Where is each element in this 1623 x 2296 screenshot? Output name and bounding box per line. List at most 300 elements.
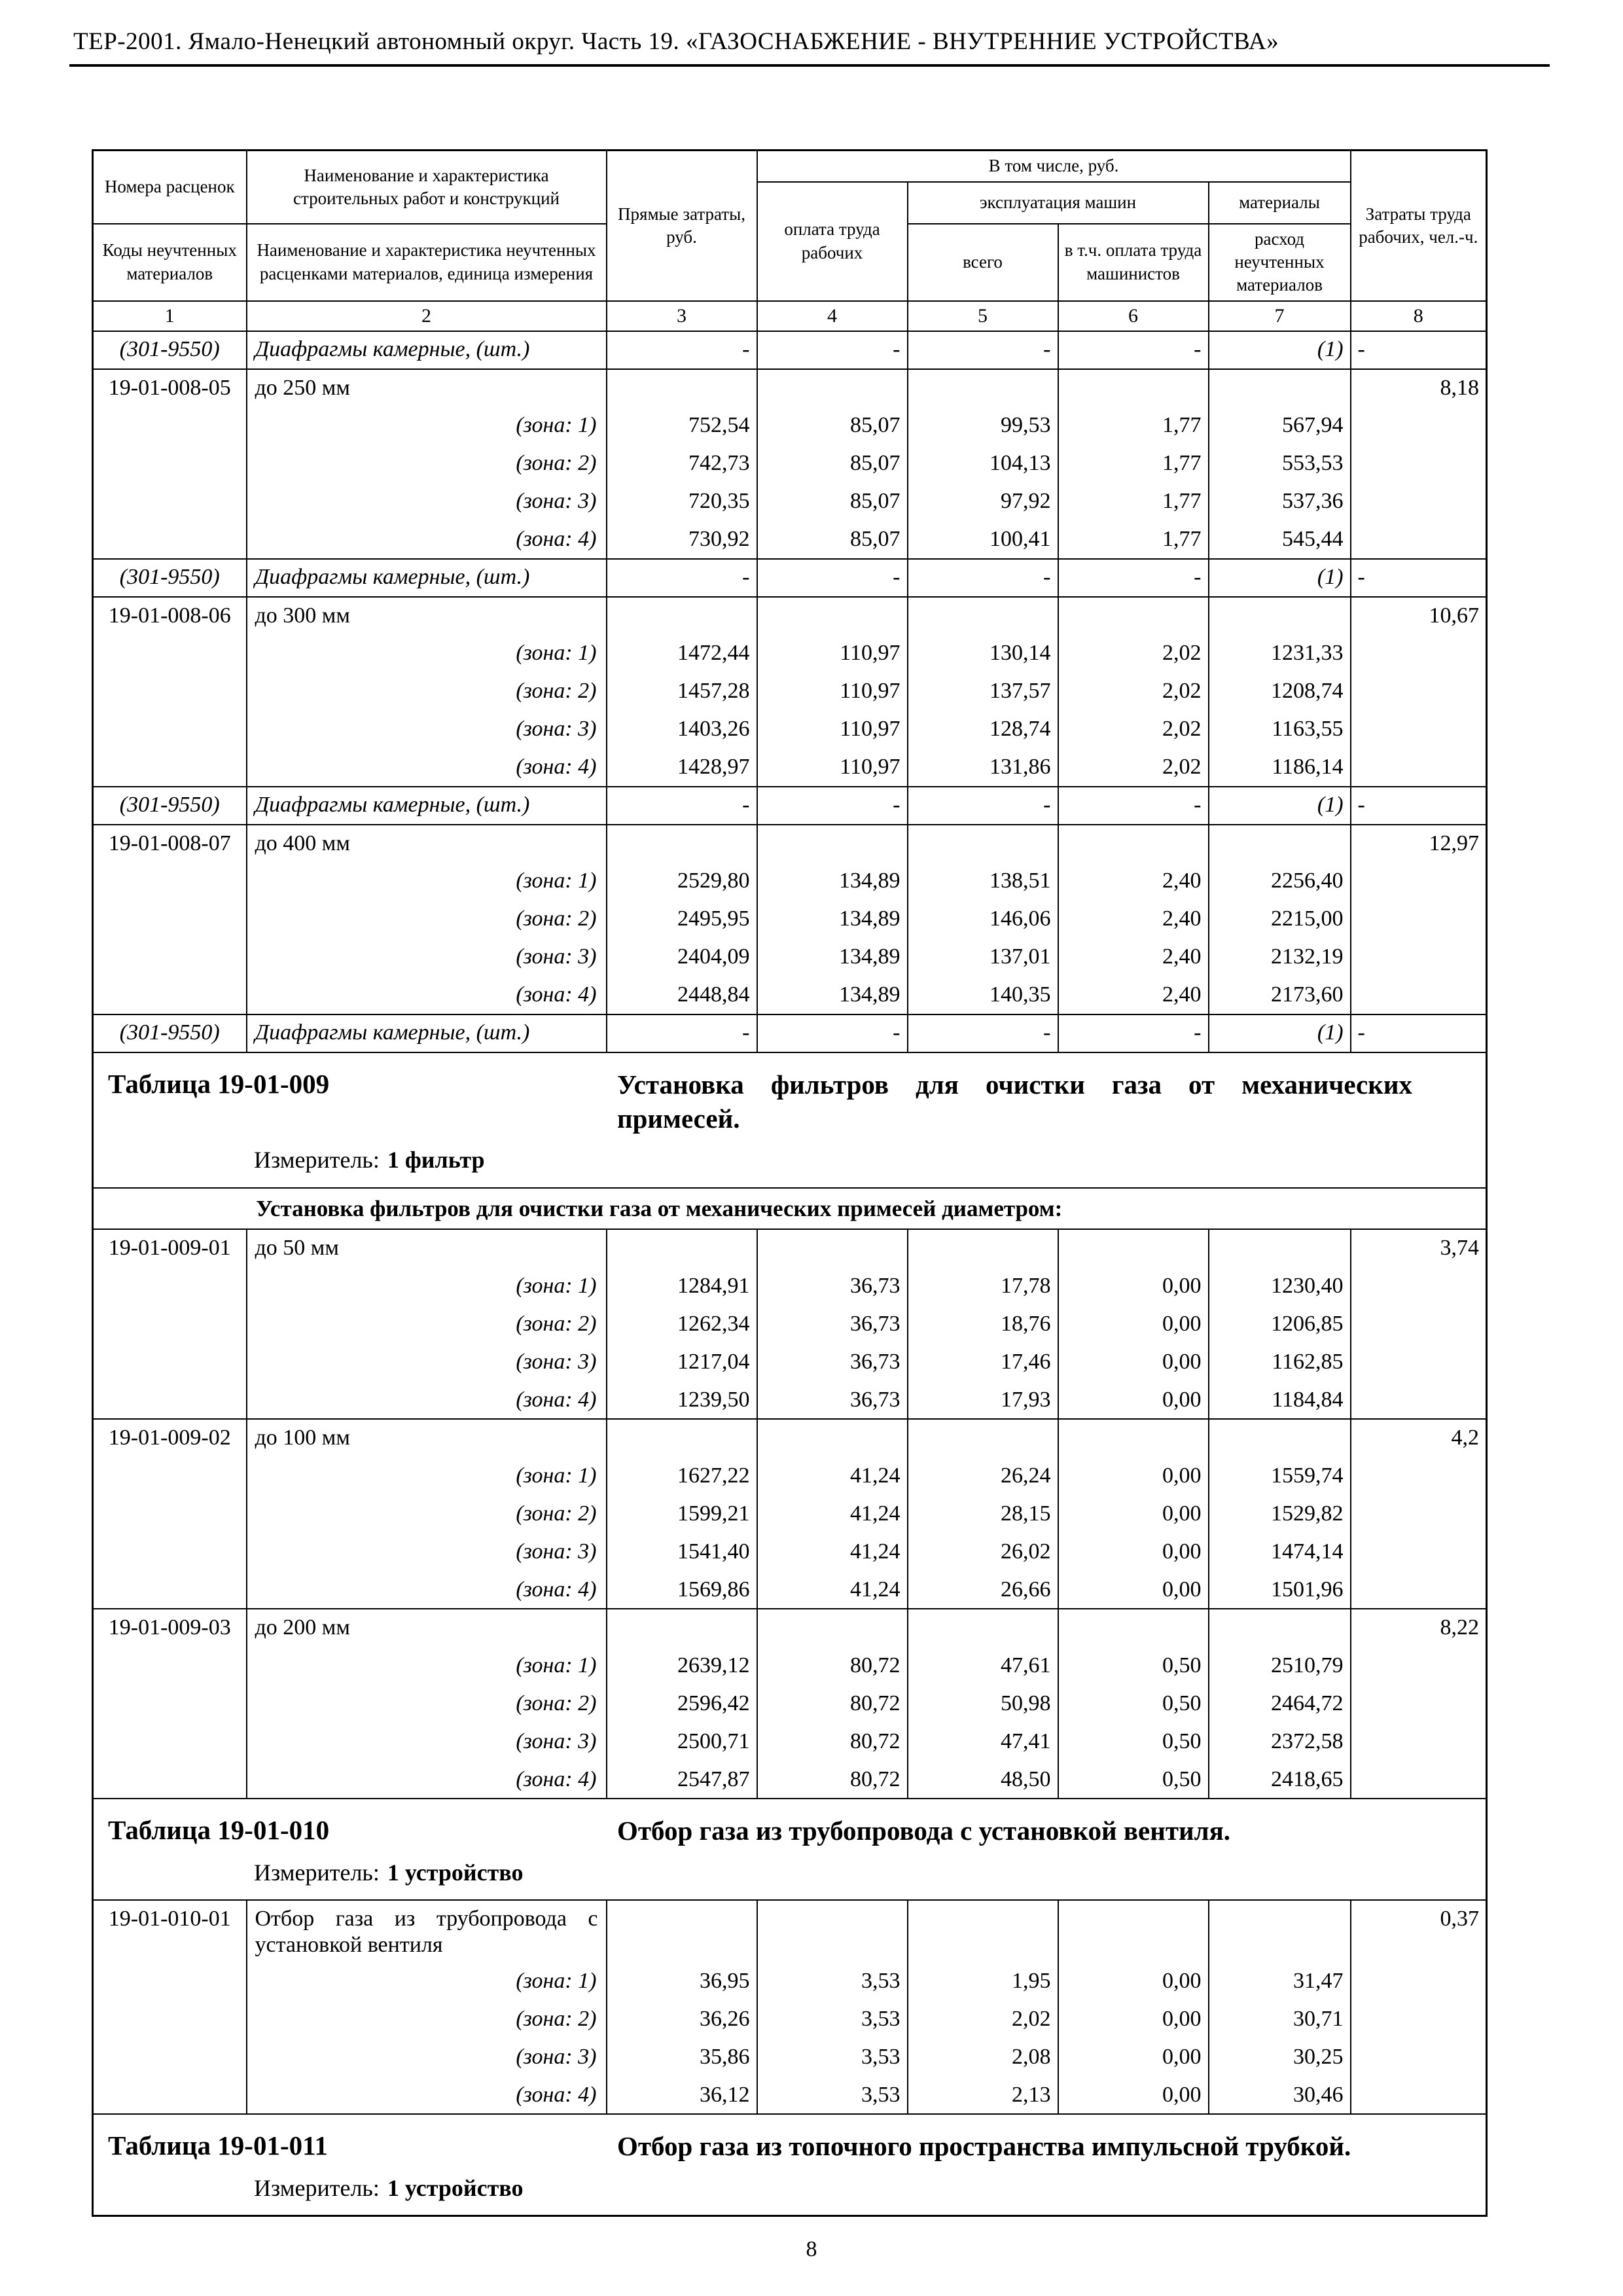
cell-value: 110,97 xyxy=(757,711,908,749)
cell-empty xyxy=(93,1571,247,1609)
cell-value: 0,00 xyxy=(1058,1343,1209,1381)
cell-empty xyxy=(93,521,247,559)
section-block xyxy=(93,1799,1487,1900)
cell-empty xyxy=(607,1229,757,1267)
cell-empty xyxy=(1351,977,1487,1014)
column-number: 2 xyxy=(247,301,607,331)
cell-value: 47,61 xyxy=(908,1647,1058,1685)
cell-zone-label: (зона: 3) xyxy=(247,1343,607,1381)
cell-zone-label: (зона: 2) xyxy=(247,1685,607,1723)
table-row-zone xyxy=(93,901,1487,939)
cell-value: 752,54 xyxy=(607,407,757,445)
page-number: 8 xyxy=(806,2237,817,2261)
cell-empty xyxy=(93,1962,247,2000)
cell-empty xyxy=(1209,1229,1351,1267)
cell-empty xyxy=(93,635,247,673)
cell-value: 742,73 xyxy=(607,445,757,483)
cell-empty xyxy=(908,369,1058,407)
cell-value: 2529,80 xyxy=(607,863,757,901)
cell-empty xyxy=(607,1609,757,1647)
cell-rate-name: до 400 мм xyxy=(247,825,607,863)
cell-rate-code: 19-01-008-06 xyxy=(93,597,247,635)
cell-value: 99,53 xyxy=(908,407,1058,445)
cell-empty xyxy=(1058,1609,1209,1647)
col-header-machines-total: всего xyxy=(908,224,1058,301)
cell-value: 1162,85 xyxy=(1209,1343,1351,1381)
cell-zone-label: (зона: 4) xyxy=(247,1381,607,1419)
table-row-zone xyxy=(93,1343,1487,1381)
cell-empty xyxy=(1351,1647,1487,1685)
table-row-zone xyxy=(93,1495,1487,1533)
cell-empty xyxy=(93,673,247,711)
cell-zone-label: (зона: 1) xyxy=(247,1457,607,1495)
column-number: 5 xyxy=(908,301,1058,331)
cell-value: - xyxy=(908,559,1058,597)
cell-zone-label: (зона: 3) xyxy=(247,1533,607,1571)
cell-material-code: (301-9550) xyxy=(93,331,247,369)
cell-value: 85,07 xyxy=(757,483,908,521)
cell-empty xyxy=(93,939,247,977)
cell-value: 1627,22 xyxy=(607,1457,757,1495)
cell-empty xyxy=(908,1609,1058,1647)
cell-zone-label: (зона: 3) xyxy=(247,711,607,749)
cell-value: (1) xyxy=(1209,559,1351,597)
table-row-section xyxy=(93,1052,1487,1188)
cell-value: 1541,40 xyxy=(607,1533,757,1571)
cell-value: 0,00 xyxy=(1058,1267,1209,1305)
table-row-zone xyxy=(93,1723,1487,1761)
cell-empty xyxy=(1351,445,1487,483)
cell-value: 2256,40 xyxy=(1209,863,1351,901)
table-row-zone xyxy=(93,1647,1487,1685)
cell-value: 36,73 xyxy=(757,1381,908,1419)
cell-value: 0,50 xyxy=(1058,1761,1209,1799)
meter-value: 1 устройство xyxy=(387,1859,524,1886)
cell-value: 97,92 xyxy=(908,483,1058,521)
cell-empty xyxy=(93,483,247,521)
cell-empty xyxy=(908,1900,1058,1962)
cell-empty xyxy=(1351,939,1487,977)
cell-value: 1208,74 xyxy=(1209,673,1351,711)
section-title: Отбор газа из топочного пространства импульсной трубкой. xyxy=(617,2131,1351,2162)
cell-empty xyxy=(1351,2000,1487,2038)
cell-value: 1428,97 xyxy=(607,749,757,787)
cell-value: 0,00 xyxy=(1058,2038,1209,2076)
cell-zone-label: (зона: 1) xyxy=(247,1647,607,1685)
cell-value: 36,95 xyxy=(607,1962,757,2000)
cell-value: 2,13 xyxy=(908,2076,1058,2114)
cell-value: 80,72 xyxy=(757,1723,908,1761)
cell-value: 1403,26 xyxy=(607,711,757,749)
section-title: Установка фильтров для очистки газа от механических примесей. xyxy=(617,1069,1412,1134)
cell-empty xyxy=(607,1900,757,1962)
table-row-zone xyxy=(93,1962,1487,2000)
cell-empty xyxy=(1351,863,1487,901)
cell-value: 1,77 xyxy=(1058,407,1209,445)
cell-value: 36,26 xyxy=(607,2000,757,2038)
cell-value: 2495,95 xyxy=(607,901,757,939)
cell-rate-code: 19-01-009-02 xyxy=(93,1419,247,1457)
table-row-zone xyxy=(93,2000,1487,2038)
cell-value: 30,71 xyxy=(1209,2000,1351,2038)
cell-value: - xyxy=(908,331,1058,369)
cell-value: 35,86 xyxy=(607,2038,757,2076)
cell-empty xyxy=(1209,597,1351,635)
cell-value: 18,76 xyxy=(908,1305,1058,1343)
cell-material-code: (301-9550) xyxy=(93,1014,247,1052)
cell-empty xyxy=(93,2000,247,2038)
cell-value: 2,02 xyxy=(1058,749,1209,787)
cell-empty xyxy=(93,1761,247,1799)
section-heading xyxy=(94,2129,1486,2163)
cell-value: - xyxy=(607,1014,757,1052)
cell-empty xyxy=(757,369,908,407)
cell-value: 1559,74 xyxy=(1209,1457,1351,1495)
cell-value: - xyxy=(908,787,1058,825)
cell-empty xyxy=(1351,483,1487,521)
cell-value: - xyxy=(607,331,757,369)
cell-value: 1163,55 xyxy=(1209,711,1351,749)
cell-labor: - xyxy=(1351,331,1487,369)
table-row-rate xyxy=(93,1900,1487,1962)
col-header-materials-group: материалы xyxy=(1209,182,1351,224)
cell-value: 0,00 xyxy=(1058,2076,1209,2114)
rates-table-container xyxy=(92,149,1486,2217)
col-header-work-name: Наименование и характеристика строительных работ и конструкций xyxy=(247,151,607,224)
cell-value: 553,53 xyxy=(1209,445,1351,483)
table-row-zone xyxy=(93,445,1487,483)
cell-material-name: Диафрагмы камерные, (шт.) xyxy=(247,559,607,597)
cell-value: 3,53 xyxy=(757,1962,908,2000)
cell-value: (1) xyxy=(1209,331,1351,369)
cell-labor: - xyxy=(1351,1014,1487,1052)
cell-value: 80,72 xyxy=(757,1685,908,1723)
section-meter xyxy=(254,1859,1486,1886)
cell-value: 2,02 xyxy=(1058,711,1209,749)
cell-value: 1472,44 xyxy=(607,635,757,673)
cell-empty xyxy=(1351,1533,1487,1571)
cell-rate-name: до 250 мм xyxy=(247,369,607,407)
cell-material-name: Диафрагмы камерные, (шт.) xyxy=(247,331,607,369)
cell-value: 36,73 xyxy=(757,1267,908,1305)
cell-zone-label: (зона: 2) xyxy=(247,1495,607,1533)
cell-value: 2464,72 xyxy=(1209,1685,1351,1723)
cell-value: 0,00 xyxy=(1058,1495,1209,1533)
cell-empty xyxy=(93,2038,247,2076)
cell-zone-label: (зона: 1) xyxy=(247,1267,607,1305)
cell-empty xyxy=(1351,635,1487,673)
cell-labor: 4,2 xyxy=(1351,1419,1487,1457)
section-heading xyxy=(94,1814,1486,1848)
table-row-zone xyxy=(93,1761,1487,1799)
cell-zone-label: (зона: 2) xyxy=(247,901,607,939)
cell-zone-label: (зона: 4) xyxy=(247,1761,607,1799)
cell-value: 47,41 xyxy=(908,1723,1058,1761)
cell-value: 545,44 xyxy=(1209,521,1351,559)
cell-rate-code: 19-01-010-01 xyxy=(93,1900,247,1962)
column-number: 8 xyxy=(1351,301,1487,331)
cell-value: 85,07 xyxy=(757,445,908,483)
cell-value: 134,89 xyxy=(757,939,908,977)
cell-value: 0,00 xyxy=(1058,1381,1209,1419)
cell-value: 26,24 xyxy=(908,1457,1058,1495)
cell-value: 110,97 xyxy=(757,749,908,787)
cell-empty xyxy=(93,977,247,1014)
cell-value: 80,72 xyxy=(757,1647,908,1685)
cell-labor: 0,37 xyxy=(1351,1900,1487,1962)
cell-value: 2500,71 xyxy=(607,1723,757,1761)
cell-labor: 8,22 xyxy=(1351,1609,1487,1647)
column-number: 4 xyxy=(757,301,908,331)
cell-value: 130,14 xyxy=(908,635,1058,673)
cell-zone-label: (зона: 3) xyxy=(247,1723,607,1761)
cell-value: 3,53 xyxy=(757,2038,908,2076)
header-rule xyxy=(69,64,1550,67)
cell-value: 146,06 xyxy=(908,901,1058,939)
cell-value: 0,00 xyxy=(1058,1571,1209,1609)
cell-value: 2215,00 xyxy=(1209,901,1351,939)
cell-value: 131,86 xyxy=(908,749,1058,787)
cell-empty xyxy=(93,1267,247,1305)
cell-value: 537,36 xyxy=(1209,483,1351,521)
cell-value: 1239,50 xyxy=(607,1381,757,1419)
cell-value: 1217,04 xyxy=(607,1343,757,1381)
table-row-section xyxy=(93,2114,1487,2215)
table-row-zone xyxy=(93,521,1487,559)
cell-value: - xyxy=(757,1014,908,1052)
cell-zone-label: (зона: 1) xyxy=(247,407,607,445)
cell-empty xyxy=(93,407,247,445)
cell-rate-name: до 50 мм xyxy=(247,1229,607,1267)
cell-empty xyxy=(93,711,247,749)
cell-value: 2,40 xyxy=(1058,901,1209,939)
cell-value: 104,13 xyxy=(908,445,1058,483)
meter-label: Измеритель: xyxy=(254,2174,380,2201)
cell-empty xyxy=(1351,2038,1487,2076)
col-header-labor-costs: Затраты труда рабочих, чел.-ч. xyxy=(1351,151,1487,301)
cell-value: 48,50 xyxy=(908,1761,1058,1799)
cell-empty xyxy=(1058,597,1209,635)
cell-value: 30,25 xyxy=(1209,2038,1351,2076)
cell-empty xyxy=(1351,1305,1487,1343)
cell-rate-name: до 300 мм xyxy=(247,597,607,635)
cell-value: 2,02 xyxy=(1058,635,1209,673)
header-row-column-numbers xyxy=(93,301,1487,331)
cell-value: - xyxy=(1058,559,1209,597)
cell-labor: 10,67 xyxy=(1351,597,1487,635)
cell-value: 2418,65 xyxy=(1209,1761,1351,1799)
col-header-operator-wages: в т.ч. оплата труда машинистов xyxy=(1058,224,1209,301)
cell-empty xyxy=(757,1900,908,1962)
cell-zone-label: (зона: 4) xyxy=(247,749,607,787)
cell-value: - xyxy=(757,787,908,825)
rates-table xyxy=(92,149,1488,2217)
cell-value: 110,97 xyxy=(757,673,908,711)
table-row-zone xyxy=(93,939,1487,977)
cell-empty xyxy=(1209,369,1351,407)
cell-value: 41,24 xyxy=(757,1495,908,1533)
cell-empty xyxy=(93,1723,247,1761)
section-table-number: Таблица 19-01-010 xyxy=(108,1815,330,1846)
cell-zone-label: (зона: 4) xyxy=(247,1571,607,1609)
cell-zone-label: (зона: 4) xyxy=(247,2076,607,2114)
cell-value: 17,78 xyxy=(908,1267,1058,1305)
cell-material-code: (301-9550) xyxy=(93,559,247,597)
table-row-rate xyxy=(93,1419,1487,1457)
col-header-machines-group: эксплуатация машин xyxy=(908,182,1209,224)
cell-zone-label: (зона: 2) xyxy=(247,673,607,711)
table-row-material xyxy=(93,331,1487,369)
cell-value: 17,93 xyxy=(908,1381,1058,1419)
cell-empty xyxy=(93,1533,247,1571)
section-table-number: Таблица 19-01-011 xyxy=(108,2130,328,2161)
cell-value: 1457,28 xyxy=(607,673,757,711)
cell-rate-code: 19-01-008-05 xyxy=(93,369,247,407)
cell-value: 137,57 xyxy=(908,673,1058,711)
cell-value: - xyxy=(1058,331,1209,369)
cell-empty xyxy=(607,1419,757,1457)
cell-empty xyxy=(607,825,757,863)
cell-value: 0,00 xyxy=(1058,1457,1209,1495)
cell-value: 2,08 xyxy=(908,2038,1058,2076)
cell-value: 720,35 xyxy=(607,483,757,521)
cell-zone-label: (зона: 1) xyxy=(247,863,607,901)
column-number: 1 xyxy=(93,301,247,331)
cell-value: 85,07 xyxy=(757,521,908,559)
cell-empty xyxy=(1351,1761,1487,1799)
cell-empty xyxy=(607,597,757,635)
cell-labor: 3,74 xyxy=(1351,1229,1487,1267)
col-header-direct-costs: Прямые затраты, руб. xyxy=(607,151,757,301)
cell-value: 36,73 xyxy=(757,1343,908,1381)
cell-value: 730,92 xyxy=(607,521,757,559)
cell-value: (1) xyxy=(1209,1014,1351,1052)
cell-zone-label: (зона: 2) xyxy=(247,1305,607,1343)
table-row-rate xyxy=(93,597,1487,635)
cell-value: 26,02 xyxy=(908,1533,1058,1571)
cell-value: 30,46 xyxy=(1209,2076,1351,2114)
table-row-zone xyxy=(93,673,1487,711)
cell-value: 31,47 xyxy=(1209,1962,1351,2000)
cell-value: 0,00 xyxy=(1058,2000,1209,2038)
cell-empty xyxy=(1351,1457,1487,1495)
cell-value: (1) xyxy=(1209,787,1351,825)
cell-empty xyxy=(757,825,908,863)
cell-value: 110,97 xyxy=(757,635,908,673)
table-row-zone xyxy=(93,1305,1487,1343)
table-row-rate xyxy=(93,1229,1487,1267)
col-header-material-codes: Коды неучтенных материалов xyxy=(93,224,247,301)
cell-zone-label: (зона: 3) xyxy=(247,483,607,521)
cell-value: 1,95 xyxy=(908,1962,1058,2000)
cell-value: 134,89 xyxy=(757,901,908,939)
section-block xyxy=(93,1052,1487,1188)
cell-empty xyxy=(757,597,908,635)
cell-value: 2,40 xyxy=(1058,977,1209,1014)
cell-empty xyxy=(1351,407,1487,445)
meter-label: Измеритель: xyxy=(254,1859,380,1886)
cell-empty xyxy=(1058,825,1209,863)
cell-empty xyxy=(1058,1229,1209,1267)
table-row-material xyxy=(93,559,1487,597)
col-header-material-name: Наименование и характеристика неучтенных расценками материалов, единица измерения xyxy=(247,224,607,301)
cell-value: 41,24 xyxy=(757,1571,908,1609)
table-row-zone xyxy=(93,749,1487,787)
cell-value: 80,72 xyxy=(757,1761,908,1799)
cell-empty xyxy=(1058,1900,1209,1962)
meter-value: 1 устройство xyxy=(387,2174,524,2201)
cell-value: 1,77 xyxy=(1058,483,1209,521)
cell-empty xyxy=(93,1343,247,1381)
cell-value: 28,15 xyxy=(908,1495,1058,1533)
cell-empty xyxy=(908,597,1058,635)
cell-empty xyxy=(93,1685,247,1723)
cell-zone-label: (зона: 4) xyxy=(247,977,607,1014)
cell-value: 138,51 xyxy=(908,863,1058,901)
table-row-rate xyxy=(93,369,1487,407)
cell-value: 2639,12 xyxy=(607,1647,757,1685)
cell-empty xyxy=(1351,1962,1487,2000)
cell-empty xyxy=(93,1457,247,1495)
cell-empty xyxy=(757,1419,908,1457)
cell-labor: 8,18 xyxy=(1351,369,1487,407)
table-row-zone xyxy=(93,1533,1487,1571)
table-row-rate xyxy=(93,825,1487,863)
cell-value: 2510,79 xyxy=(1209,1647,1351,1685)
cell-empty xyxy=(607,369,757,407)
cell-rate-code: 19-01-008-07 xyxy=(93,825,247,863)
section-meter xyxy=(254,2174,1486,2202)
table-row-zone xyxy=(93,1685,1487,1723)
cell-empty xyxy=(908,825,1058,863)
cell-empty xyxy=(93,1495,247,1533)
cell-value: - xyxy=(1058,1014,1209,1052)
cell-empty xyxy=(908,1419,1058,1457)
cell-value: - xyxy=(1058,787,1209,825)
table-row-zone xyxy=(93,863,1487,901)
cell-empty xyxy=(93,445,247,483)
cell-value: - xyxy=(908,1014,1058,1052)
cell-empty xyxy=(1351,1381,1487,1419)
table-row-zone xyxy=(93,483,1487,521)
rates-table-head xyxy=(93,151,1487,331)
cell-empty xyxy=(93,1381,247,1419)
cell-value: 128,74 xyxy=(908,711,1058,749)
section-table-number: Таблица 19-01-009 xyxy=(108,1068,330,1099)
table-row-zone xyxy=(93,1267,1487,1305)
cell-value: 567,94 xyxy=(1209,407,1351,445)
cell-value: 100,41 xyxy=(908,521,1058,559)
column-number: 3 xyxy=(607,301,757,331)
cell-value: 134,89 xyxy=(757,977,908,1014)
cell-value: 137,01 xyxy=(908,939,1058,977)
page-header-title: ТЕР-2001. Ямало-Ненецкий автономный округ. Часть 19. «ГАЗОСНАБЖЕНИЕ - ВНУТРЕННИЕ УСТРОЙСТВА» xyxy=(73,28,1279,55)
table-row-zone xyxy=(93,711,1487,749)
cell-value: 1262,34 xyxy=(607,1305,757,1343)
cell-zone-label: (зона: 3) xyxy=(247,2038,607,2076)
cell-value: 41,24 xyxy=(757,1533,908,1571)
table-row-zone xyxy=(93,635,1487,673)
cell-labor: - xyxy=(1351,559,1487,597)
table-row-zone xyxy=(93,2076,1487,2114)
table-row-subhead xyxy=(93,1188,1487,1229)
cell-empty xyxy=(1351,1267,1487,1305)
cell-value: 2372,58 xyxy=(1209,1723,1351,1761)
cell-material-code: (301-9550) xyxy=(93,787,247,825)
cell-value: 1231,33 xyxy=(1209,635,1351,673)
cell-material-name: Диафрагмы камерные, (шт.) xyxy=(247,1014,607,1052)
cell-empty xyxy=(1351,711,1487,749)
